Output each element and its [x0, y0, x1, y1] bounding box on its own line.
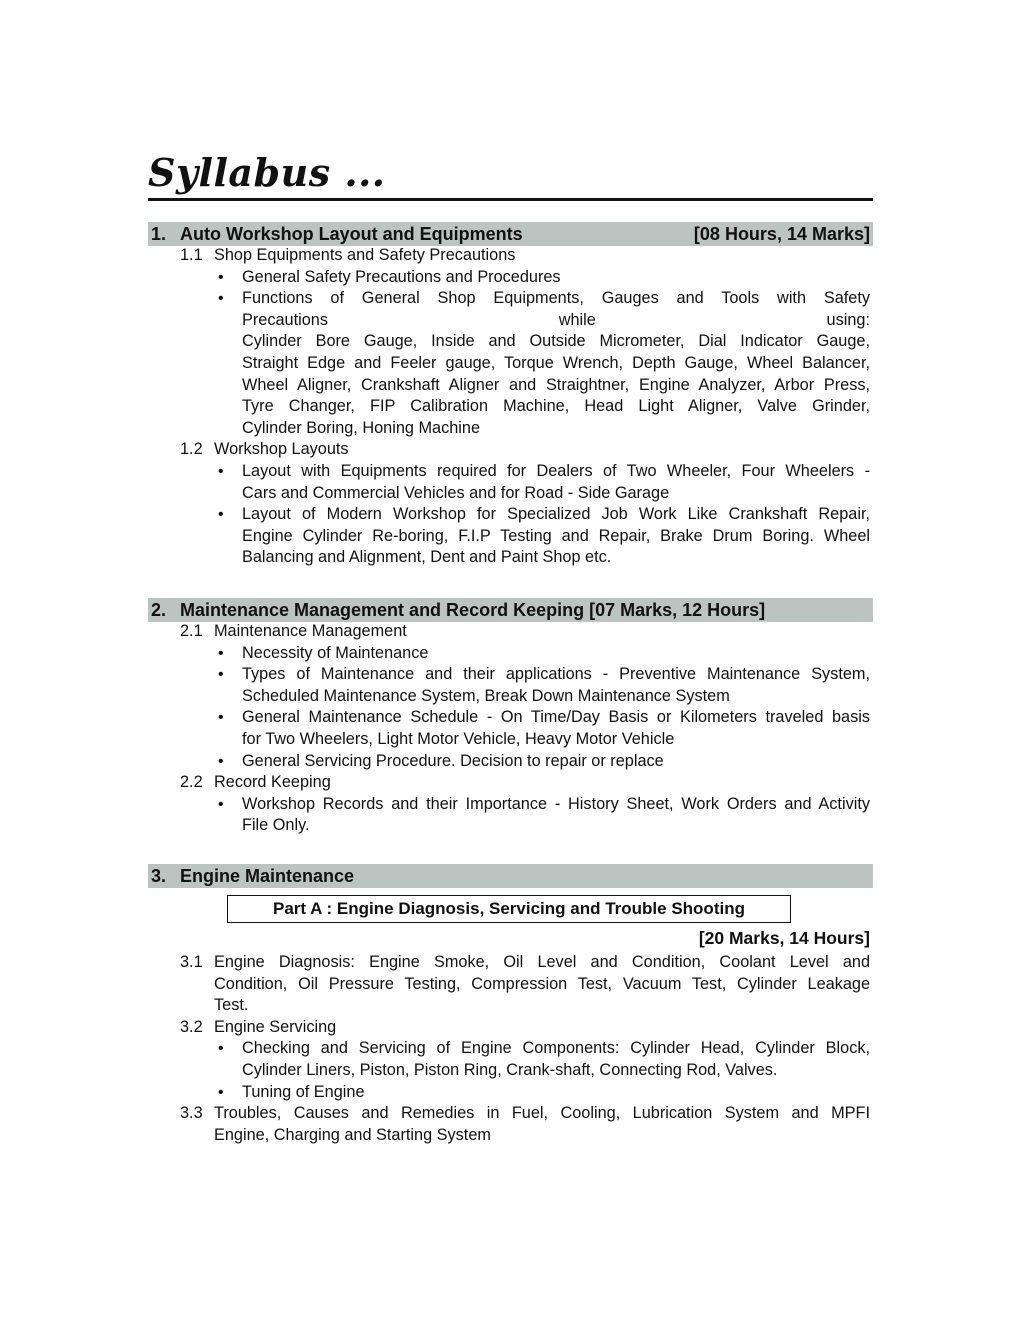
- bullet-text: General Safety Precautions and Procedures: [242, 267, 561, 286]
- subsection-number: 2.2: [180, 773, 203, 792]
- section-number: 3.: [151, 866, 167, 886]
- bullet-dot: •: [218, 506, 224, 524]
- bullet-text: Tuning of Engine: [242, 1082, 365, 1101]
- bullet-text: File Only.: [242, 816, 310, 835]
- subsection-text: Troubles, Causes and Remedies in Fuel, Cooling, Lubrication System and MPFI: [214, 1104, 870, 1123]
- bullet-text: Checking and Servicing of Engine Components: Cylinder Head, Cylinder Block,: [242, 1039, 870, 1058]
- section-1-header: [148, 222, 873, 246]
- bullet-dot: •: [218, 644, 224, 662]
- bullet-dot: •: [218, 268, 224, 286]
- subsection-text: Test.: [214, 996, 249, 1015]
- bullet-text: Workshop Records and their Importance - History Sheet, Work Orders and Activity: [242, 794, 870, 813]
- section-2-header: [148, 598, 873, 622]
- section-heading: Maintenance Management and Record Keeping [07 Marks, 12 Hours]: [180, 600, 766, 620]
- bullet-dot: •: [218, 795, 224, 813]
- section-heading: Engine Maintenance: [180, 866, 355, 886]
- bullet-text: Precautions while using:: [242, 310, 870, 329]
- section-number: 1.: [151, 224, 167, 244]
- subsection-label: Record Keeping: [214, 773, 331, 792]
- bullet-text: Straight Edge and Feeler gauge, Torque Wrench, Depth Gauge, Wheel Balancer,: [242, 354, 870, 372]
- bullet-text: General Servicing Procedure. Decision to repair or replace: [242, 751, 664, 770]
- bullet-text: Types of Maintenance and their applications - Preventive Maintenance System,: [242, 665, 870, 684]
- subsection-label: Workshop Layouts: [214, 440, 349, 459]
- subsection-number: 1.2: [180, 440, 203, 459]
- subsection-number: 1.1: [180, 246, 203, 264]
- bullet-text: Engine Cylinder Re-boring, F.I.P Testing and Repair, Brake Drum Boring. Wheel: [242, 526, 870, 545]
- bullet-dot: •: [218, 463, 224, 480]
- bullet-dot: •: [218, 1040, 224, 1058]
- bullet-text: Cylinder Bore Gauge, Inside and Outside Micrometer, Dial Indicator Gauge,: [242, 332, 870, 351]
- bullet-text: Layout with Equipments required for Dealers of Two Wheeler, Four Wheelers -: [242, 462, 870, 480]
- bullet-text: for Two Wheelers, Light Motor Vehicle, Heavy Motor Vehicle: [242, 730, 675, 748]
- page-title: Syllabus ...: [148, 150, 386, 195]
- subsection-label: Engine Servicing: [214, 1017, 337, 1036]
- subsection-number: 3.2: [180, 1017, 203, 1036]
- section-number: 2.: [151, 600, 167, 620]
- bullet-dot: •: [218, 1083, 224, 1101]
- bullet-dot: •: [218, 666, 224, 684]
- subsection-text: Engine, Charging and Starting System: [214, 1125, 491, 1144]
- subsection-number: 3.3: [180, 1104, 203, 1123]
- bullet-text: Scheduled Maintenance System, Break Down Maintenance System: [242, 686, 730, 705]
- bullet-dot: •: [218, 709, 224, 727]
- bullet-text: Functions of General Shop Equipments, Gauges and Tools with Safety: [242, 289, 870, 308]
- subsection-number: 3.1: [180, 953, 203, 971]
- bullet-text: Layout of Modern Workshop for Specialized Job Work Like Crankshaft Repair,: [242, 505, 870, 524]
- subsection-text: Engine Diagnosis: Engine Smoke, Oil Level and Condition, Coolant Level and: [214, 953, 870, 971]
- bullet-dot: •: [218, 290, 224, 308]
- bullet-text: General Maintenance Schedule - On Time/Day Basis or Kilometers traveled basis: [242, 708, 870, 727]
- part-a-box: Part A : Engine Diagnosis, Servicing and Trouble Shooting: [227, 895, 791, 923]
- section-3-header: [148, 864, 873, 888]
- bullet-dot: •: [218, 752, 224, 770]
- bullet-text: Cylinder Liners, Piston, Piston Ring, Crank-shaft, Connecting Rod, Valves.: [242, 1061, 778, 1079]
- bullet-text: Balancing and Alignment, Dent and Paint Shop etc.: [242, 548, 612, 567]
- title-divider: [148, 198, 873, 201]
- bullet-text: Wheel Aligner, Crankshaft Aligner and Straightner, Engine Analyzer, Arbor Press,: [242, 375, 870, 394]
- subsection-label: Maintenance Management: [214, 622, 407, 640]
- subsection-number: 2.1: [180, 622, 203, 640]
- bullet-text: Cylinder Boring, Honing Machine: [242, 418, 481, 437]
- subsection-text: Condition, Oil Pressure Testing, Compression Test, Vacuum Test, Cylinder Leakage: [214, 974, 870, 993]
- section-heading: Auto Workshop Layout and Equipments: [180, 224, 523, 244]
- bullet-text: Necessity of Maintenance: [242, 643, 429, 662]
- subsection-label: Shop Equipments and Safety Precautions: [214, 246, 516, 264]
- section-marks: [08 Hours, 14 Marks]: [693, 224, 870, 244]
- bullet-text: Tyre Changer, FIP Calibration Machine, Head Light Aligner, Valve Grinder,: [242, 397, 870, 416]
- part-a-marks: [20 Marks, 14 Hours]: [698, 928, 870, 948]
- bullet-text: Cars and Commercial Vehicles and for Road - Side Garage: [242, 483, 670, 502]
